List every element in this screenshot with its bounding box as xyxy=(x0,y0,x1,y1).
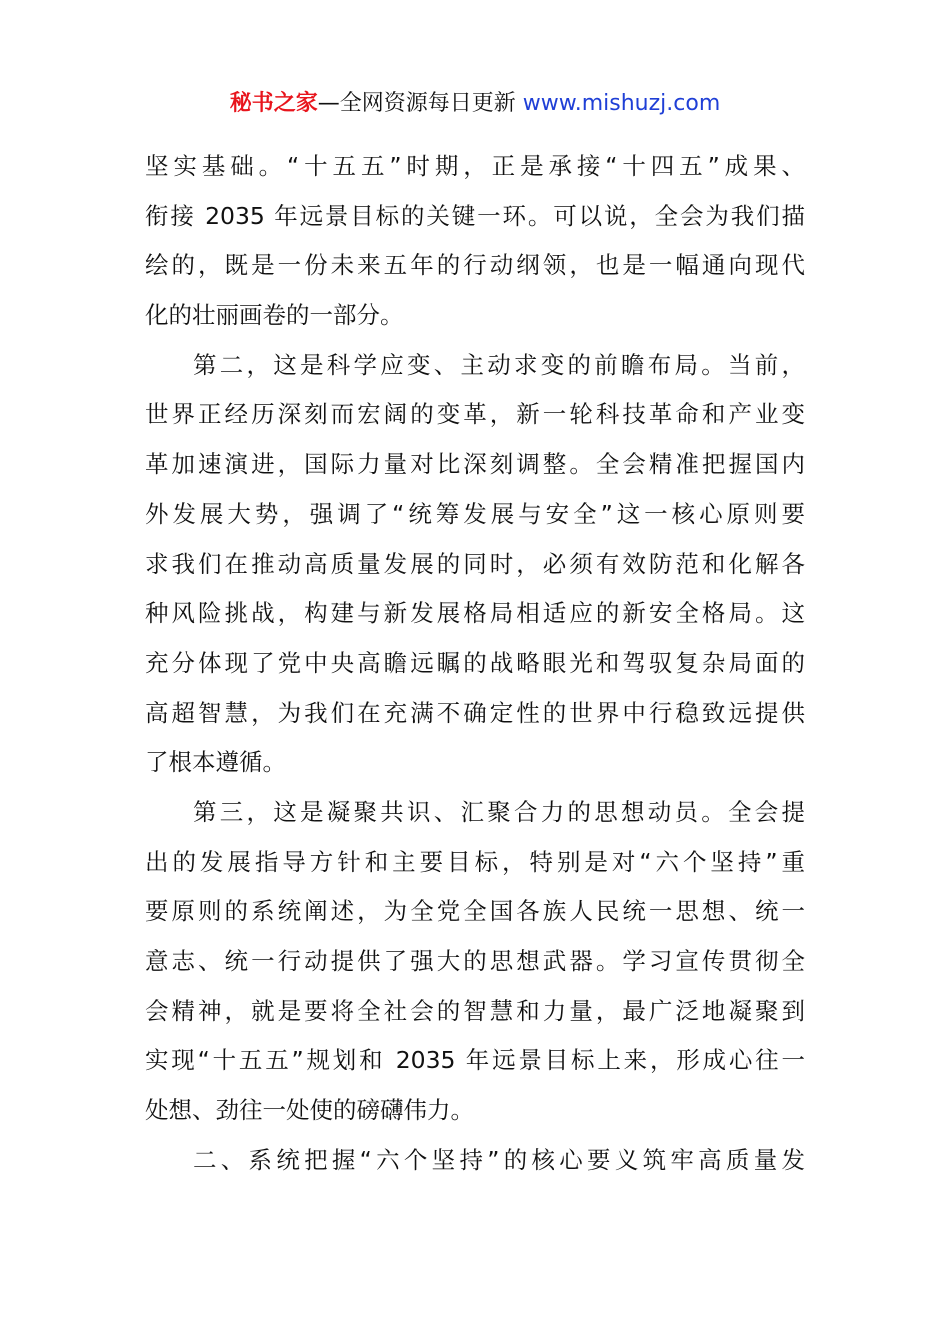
text-line: 化的壮丽画卷的一部分。 xyxy=(145,301,404,330)
text-line: 处想、劲往一处使的磅礴伟力。 xyxy=(145,1096,474,1125)
document-body xyxy=(145,142,805,1185)
text-line: 意志、统一行动提供了强大的思想武器。学习宣传贯彻全 xyxy=(145,947,805,975)
text-line: 外发展大势，强调了“统筹发展与安全”这一核心原则要 xyxy=(145,499,805,528)
brand-name: 秘书之家 xyxy=(229,91,318,116)
text-line: 绘的，既是一份未来五年的行动纲领，也是一幅通向现代 xyxy=(145,251,805,280)
text-line: 出的发展指导方针和主要目标，特别是对“六个坚持”重 xyxy=(145,847,805,876)
text-line: 要原则的系统阐述，为全党全国各族人民统一思想、统一 xyxy=(145,897,805,926)
text-line: 充分体现了党中央高瞻远瞩的战略眼光和驾驭复杂局面的 xyxy=(145,648,805,677)
text-line: 革加速演进，国际力量对比深刻调整。全会精准把握国内 xyxy=(145,450,805,479)
text-line: 求我们在推动高质量发展的同时，必须有效防范和化解各 xyxy=(145,549,805,578)
paragraph-first-line: 第二，这是科学应变、主动求变的前瞻布局。当前， xyxy=(193,350,805,379)
text-line: 高超智慧，为我们在充满不确定性的世界中行稳致远提供 xyxy=(145,698,805,727)
text-line: 实现“十五五”规划和 2035 年远景目标上来，形成心往一 xyxy=(145,1046,805,1075)
site-url-link[interactable]: www.mishuzj.com xyxy=(522,91,721,116)
paragraph-first-line: 第三，这是凝聚共识、汇聚合力的思想动员。全会提 xyxy=(193,797,805,826)
site-header xyxy=(0,86,950,122)
text-line: 世界正经历深刻而宏阔的变革，新一轮科技革命和产业变 xyxy=(145,400,805,429)
text-line: 衔接 2035 年远景目标的关键一环。可以说，全会为我们描 xyxy=(145,201,805,230)
section-heading-line: 二、系统把握“六个坚持”的核心要义筑牢高质量发 xyxy=(193,1145,805,1174)
text-line: 会精神，就是要将全社会的智慧和力量，最广泛地凝聚到 xyxy=(145,996,805,1025)
text-line: 坚实基础。“十五五”时期，正是承接“十四五”成果、 xyxy=(145,152,805,180)
text-line: 种风险挑战，构建与新发展格局相适应的新安全格局。这 xyxy=(145,599,805,628)
header-tagline: —全网资源每日更新 xyxy=(317,91,523,116)
text-line: 了根本遵循。 xyxy=(145,748,286,777)
